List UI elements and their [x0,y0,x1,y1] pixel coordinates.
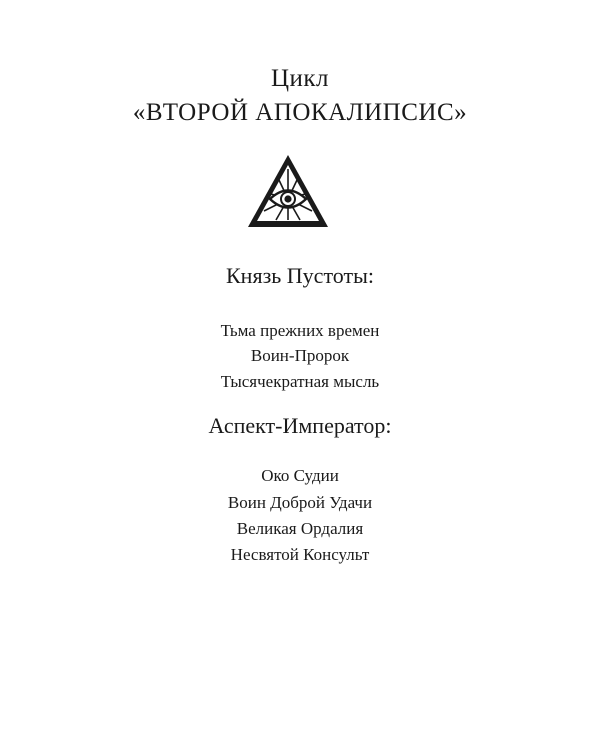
book-title: Несвятой Консульт [230,545,370,564]
book-title: Воин Доброй Удачи [227,493,373,512]
series-label: Цикл [270,65,330,92]
book-title: Око Судии [261,466,339,485]
book-title: Воин-Пророк [250,346,350,365]
book-title: Тьма прежних времен [220,321,380,340]
cycle-heading-aspect-emperor: Аспект-Император: [208,413,392,438]
all-seeing-eye-triangle-icon [246,153,330,229]
cycle-heading-prince-of-nothing: Князь Пустоты: [226,263,374,288]
book-title: Великая Ордалия [236,519,364,538]
series-title: «ВТОРОЙ АПОКАЛИПСИС» [132,99,468,126]
book-title: Тысячекратная мысль [220,372,380,391]
